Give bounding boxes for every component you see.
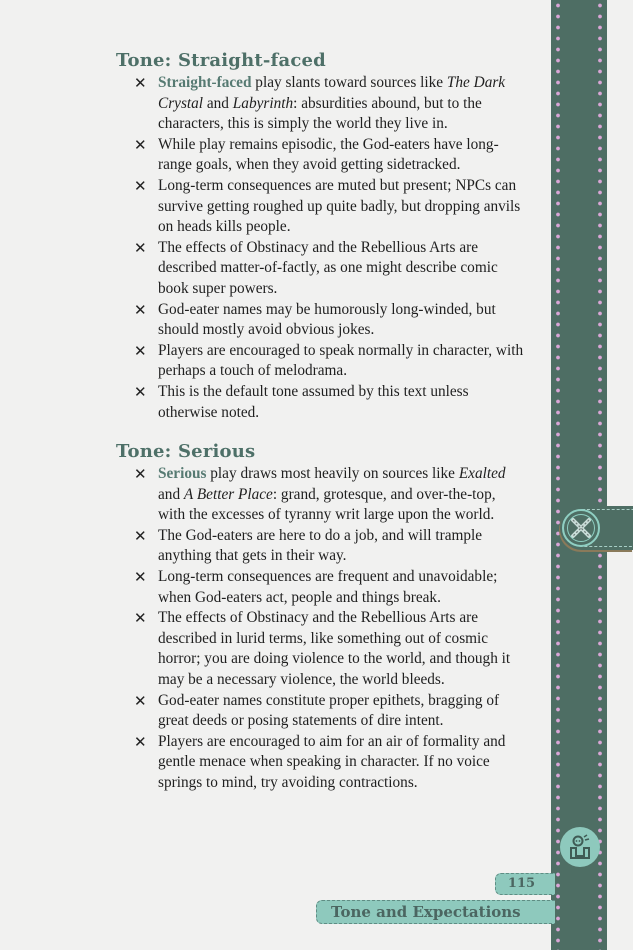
cross-bullet-icon: ✕ (134, 732, 147, 751)
bullet-text: and (203, 94, 233, 112)
stitch-left (555, 0, 561, 950)
bullet-item (134, 691, 526, 732)
cross-bullet-icon: ✕ (134, 300, 147, 319)
bullet-item (134, 176, 526, 238)
bullet-item (134, 464, 526, 526)
highlight-term: Straight-faced (158, 74, 252, 91)
bullet-text: The effects of Obstinacy and the Rebellious Arts are described matter-of-factly, as one might describe comic book super powers. (158, 238, 498, 297)
cross-bullet-icon: ✕ (134, 691, 147, 710)
bullet-item (134, 341, 526, 382)
bullet-item (134, 732, 526, 794)
stitch-right (597, 0, 603, 950)
highlight-term: Serious (158, 465, 207, 483)
cross-bullet-icon: ✕ (134, 465, 147, 484)
section (116, 441, 526, 794)
bullet-item (134, 300, 526, 341)
bullet-item (134, 238, 526, 300)
bullet-text: God-eater names may be humorously long-winded, but should mostly avoid obvious jokes. (158, 300, 496, 339)
italic-title: The Dark Crystal (158, 74, 506, 112)
bullet-text: : grand, grotesque, and over-the-top, with the excesses of tyranny writ large upon the world. (158, 485, 496, 524)
bullet-text: God-eater names constitute proper epithets, bragging of great deeds or posing statements of dire intent. (158, 691, 500, 730)
bullet-text: This is the default tone assumed by this text unless otherwise noted. (158, 382, 469, 421)
bullet-list (116, 73, 526, 423)
section (116, 50, 526, 423)
cross-bullet-icon: ✕ (134, 609, 147, 628)
crossed-needles-icon (562, 509, 600, 547)
cross-bullet-icon: ✕ (134, 341, 147, 360)
cross-bullet-icon: ✕ (134, 176, 147, 195)
section-title: Tone: Serious (116, 441, 256, 463)
cross-bullet-icon: ✕ (134, 382, 147, 401)
bullet-item (134, 526, 526, 567)
bullet-text: Long-term consequences are frequent and unavoidable; when God-eaters act, people and things break. (158, 568, 498, 606)
bullet-text: play draws most heavily on sources like (206, 465, 459, 483)
page-number: 115 (495, 873, 555, 895)
bullet-text: The effects of Obstinacy and the Rebellious Arts are described in lurid terms, like something out of cosmic horror; you are doing violence to the world, and though it may be a necessary violence, the world bleeds. (158, 609, 511, 689)
cross-bullet-icon: ✕ (134, 74, 147, 92)
chapter-name: Tone and Expectations (316, 900, 555, 924)
page-content (116, 50, 526, 812)
bullet-text: Players are encouraged to speak normally in character, with perhaps a touch of melodrama. (158, 341, 524, 380)
bullet-text: Long-term consequences are muted but present; NPCs can survive getting roughed up quite badly, but dropping anvils on heads kills people. (158, 176, 521, 236)
bullet-text: While play remains episodic, the God-eaters have long-range goals, when they avoid getting sidetracked. (158, 135, 499, 174)
italic-title: A Better Place (183, 485, 273, 503)
bullet-item (134, 608, 526, 690)
bullet-item (134, 73, 526, 135)
bullet-text: Players are encouraged to aim for an air of formality and gentle menace when speaking in character. If no voice springs to mind, try avoiding contractions. (158, 732, 506, 791)
cross-bullet-icon: ✕ (134, 135, 147, 154)
bullet-text: and (158, 485, 184, 503)
bullet-text: play slants toward sources like (251, 74, 447, 91)
bullet-item (134, 135, 526, 176)
italic-title: Labyrinth (232, 94, 294, 112)
section-title: Tone: Straight-faced (116, 50, 326, 71)
bullet-text: : absurdities abound, but to the characters, this is simply the world they live in. (158, 94, 482, 133)
character-portrait-icon (560, 827, 600, 867)
side-strip (551, 0, 607, 950)
bullet-item (134, 382, 526, 423)
bullet-text: The God-eaters are here to do a job, and will trample anything that gets in their way. (158, 526, 483, 565)
bullet-list (116, 464, 526, 794)
italic-title: Exalted (458, 465, 506, 483)
cross-bullet-icon: ✕ (134, 238, 147, 257)
cross-bullet-icon: ✕ (134, 568, 147, 587)
bullet-item (134, 567, 526, 608)
cross-bullet-icon: ✕ (134, 526, 147, 545)
